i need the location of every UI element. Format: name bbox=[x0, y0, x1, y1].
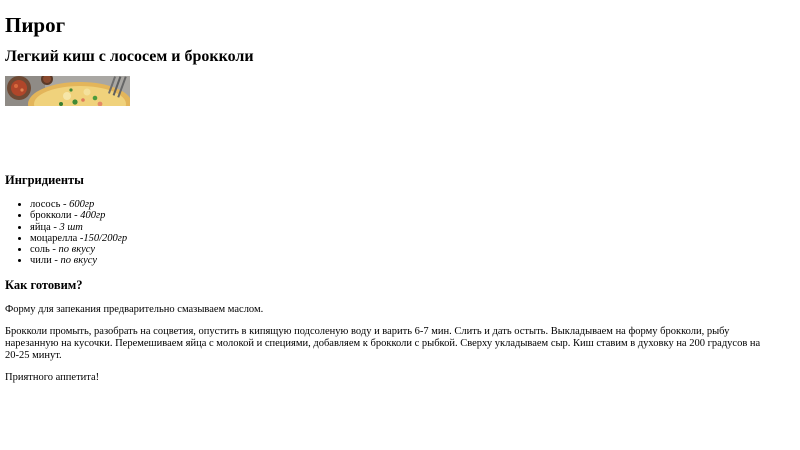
list-item bbox=[30, 233, 795, 244]
recipe-page bbox=[0, 13, 800, 384]
list-item bbox=[30, 210, 795, 221]
method-paragraph: Форму для запекания предварительно смазываем маслом. bbox=[5, 303, 264, 315]
ingredient-amount: по вкусу bbox=[60, 255, 98, 267]
ingredient-name: яйца - bbox=[30, 221, 60, 233]
ingredient-amount: 150/200гр bbox=[83, 232, 128, 244]
ingredient-amount: 400гр bbox=[80, 210, 106, 222]
ingredient-amount: 3 шт bbox=[59, 221, 83, 233]
list-item bbox=[30, 255, 795, 266]
ingredient-name: моцарелла - bbox=[30, 232, 84, 244]
quiche-photo bbox=[5, 76, 130, 106]
page-title: Пирог bbox=[5, 13, 66, 37]
ingredient-name: брокколи - bbox=[30, 210, 81, 222]
ingredient-name: чили - bbox=[30, 255, 61, 267]
list-item bbox=[30, 222, 795, 233]
list-item bbox=[30, 244, 795, 255]
quiche-photo-image bbox=[5, 76, 130, 106]
ingredients-list bbox=[5, 199, 795, 267]
ingredient-name: соль - bbox=[30, 244, 59, 256]
ingredient-name: лосось - bbox=[30, 199, 70, 210]
list-item bbox=[30, 199, 795, 210]
method-paragraph: Брокколи промыть, разобрать на соцветия, опустить в кипящую подсоленую воду и варить 6-7 мин. Слить и дать остыть. Выкладываем на форму брокколи, рыбу нарезанную на кусочки. Перемешиваем яйца с молокой и специями, добавляем к брокколи с рыбкой. Сверху укладываем сыр. Киш ставим в духовку на 200 градусов на 20-25 минут. bbox=[5, 325, 761, 361]
recipe-subtitle: Легкий киш с лососем и брокколи bbox=[5, 48, 254, 65]
closing-paragraph: Приятного аппетита! bbox=[5, 371, 100, 383]
ingredients-heading: Ингридиенты bbox=[5, 173, 84, 187]
ingredient-amount: по вкусу bbox=[58, 244, 96, 256]
ingredient-amount: 600гр bbox=[69, 199, 95, 210]
method-heading: Как готовим? bbox=[5, 277, 83, 292]
